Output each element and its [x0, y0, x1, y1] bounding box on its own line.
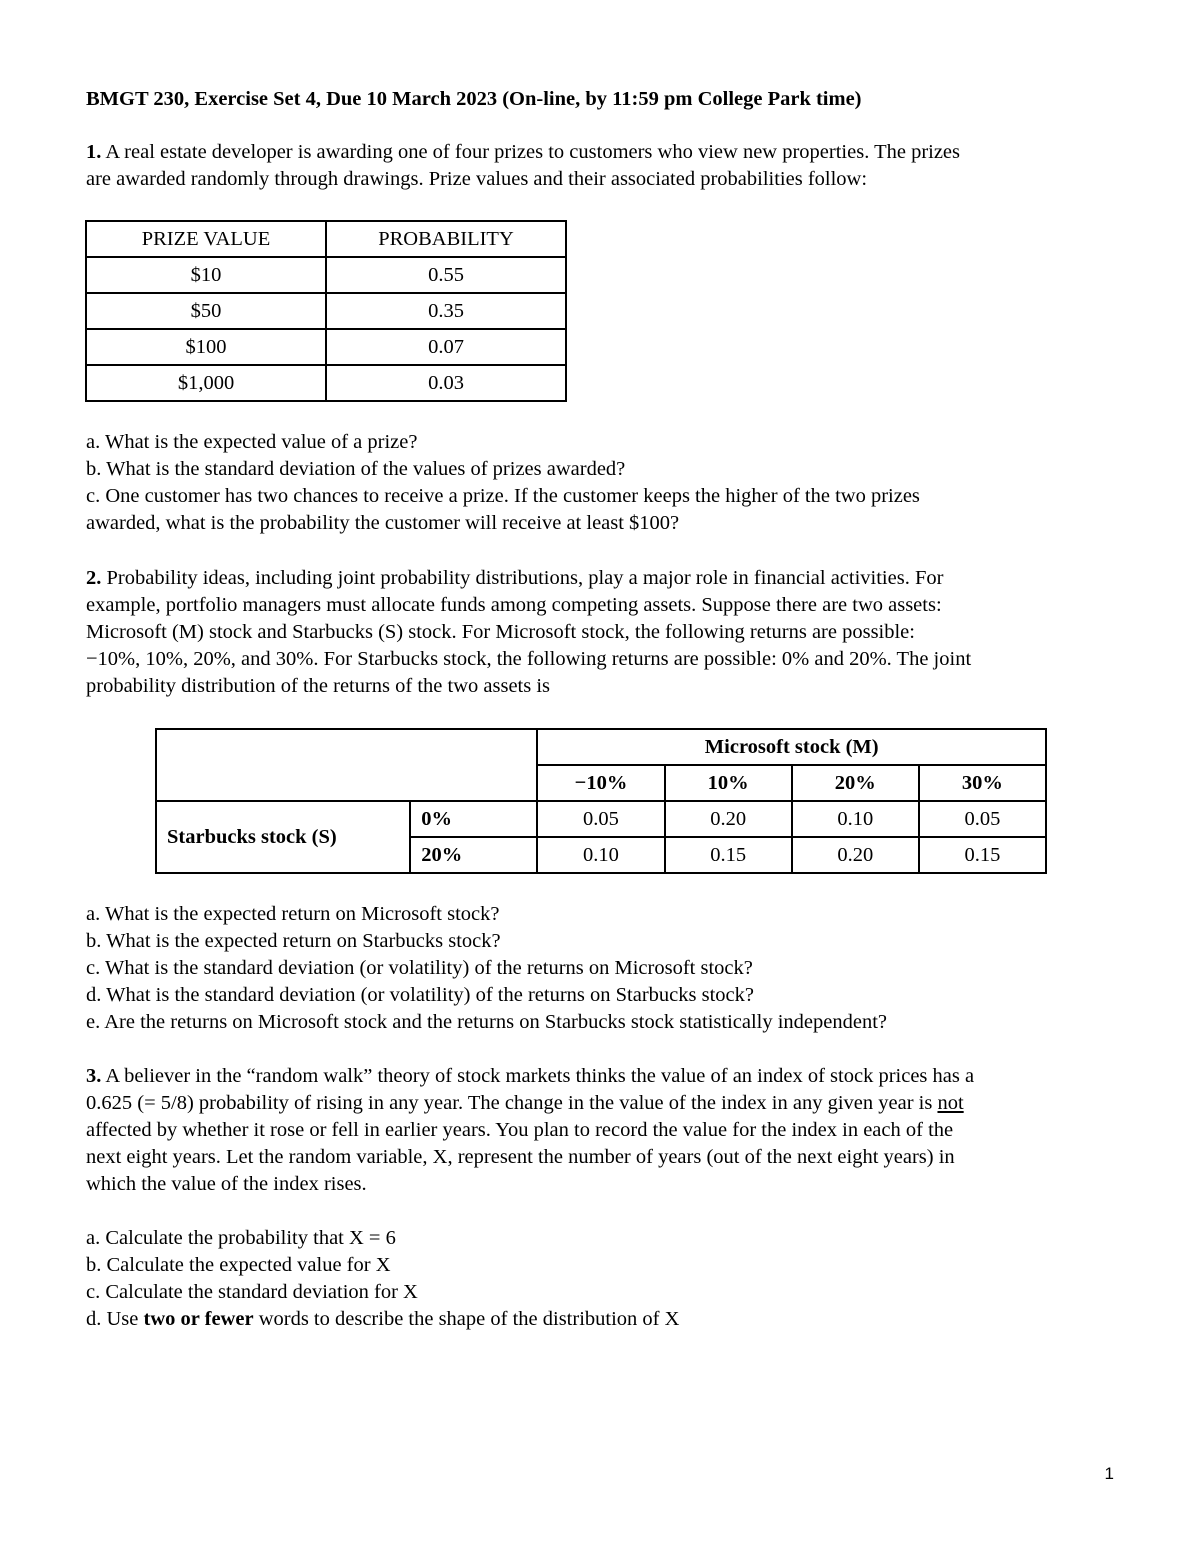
- question-2c: c. What is the standard deviation (or volatility) of the returns on Microsoft stock?: [86, 957, 753, 979]
- question-3-number: 3.: [86, 1065, 102, 1087]
- question-3a: a. Calculate the probability that X = 6: [86, 1227, 396, 1249]
- column-header: −10%: [537, 765, 664, 801]
- table-header-cell: PROBABILITY: [326, 221, 566, 257]
- table-cell: 0.03: [326, 365, 566, 401]
- table-row: [86, 365, 566, 401]
- table-cell: $1,000: [86, 365, 326, 401]
- question-1a: a. What is the expected value of a prize?: [86, 431, 418, 453]
- question-2e: e. Are the returns on Microsoft stock and the returns on Starbucks stock statistically independent?: [86, 1011, 888, 1033]
- table-cell: 0.15: [665, 837, 792, 873]
- prize-table: [85, 220, 567, 402]
- question-2b: b. What is the expected return on Starbucks stock?: [86, 930, 501, 952]
- row-header: 0%: [410, 801, 537, 837]
- column-header: 10%: [665, 765, 792, 801]
- column-header: 20%: [792, 765, 919, 801]
- table-cell: 0.05: [537, 801, 664, 837]
- table-row: [86, 257, 566, 293]
- table-header-row: [156, 729, 1046, 765]
- table-cell: 0.10: [792, 801, 919, 837]
- question-1c-cont: awarded, what is the probability the customer will receive at least $100?: [86, 512, 680, 534]
- column-header: 30%: [919, 765, 1046, 801]
- table-cell: 0.35: [326, 293, 566, 329]
- table-cell: $10: [86, 257, 326, 293]
- table-cell: $50: [86, 293, 326, 329]
- row-group-header: Starbucks stock (S): [156, 801, 410, 873]
- question-1c: c. One customer has two chances to receive a prize. If the customer keeps the higher of the two prizes: [86, 485, 920, 507]
- question-3-intro: 3. A believer in the “random walk” theory of stock markets thinks the value of an index of stock prices has a 0.625 (= 5/8) probability of rising in any year. The change in the value of the index in any given year is not affected by whether it rose or fell in earlier years. You plan to record the value for the index in each of the next eight years. Let the random variable, X, represent the number of years (out of the next eight years) in which the value of the index rises.: [86, 1065, 975, 1195]
- question-3b: b. Calculate the expected value for X: [86, 1254, 391, 1276]
- question-2-number: 2.: [86, 567, 102, 589]
- question-3d: d. Use two or fewer words to describe the shape of the distribution of X: [86, 1308, 680, 1330]
- table-row: [86, 293, 566, 329]
- page-number: 1: [1104, 1464, 1114, 1483]
- table-header-cell: PRIZE VALUE: [86, 221, 326, 257]
- table-cell: 0.20: [792, 837, 919, 873]
- question-2a: a. What is the expected return on Microsoft stock?: [86, 903, 500, 925]
- row-header: 20%: [410, 837, 537, 873]
- joint-probability-table: [155, 728, 1047, 874]
- page-title: BMGT 230, Exercise Set 4, Due 10 March 2023 (On-line, by 11:59 pm College Park time): [86, 88, 862, 110]
- question-1b: b. What is the standard deviation of the values of prizes awarded?: [86, 458, 626, 480]
- table-header-row: [86, 221, 566, 257]
- table-cell: 0.10: [537, 837, 664, 873]
- question-2d: d. What is the standard deviation (or volatility) of the returns on Starbucks stock?: [86, 984, 754, 1006]
- column-group-header: Microsoft stock (M): [537, 729, 1046, 765]
- question-2-intro: 2. Probability ideas, including joint probability distributions, play a major role in financial activities. For example, portfolio managers must allocate funds among competing assets. Suppose there are two assets: Microsoft (M) stock and Starbucks (S) stock. For Microsoft stock, the following returns are possible: −10%, 10%, 20%, and 30%. For Starbucks stock, the following returns are possible: 0% and 20%. The joint probability distribution of the returns of the two assets is: [86, 567, 972, 697]
- question-3-parts: [86, 1225, 1126, 1333]
- question-1-number: 1.: [86, 141, 102, 163]
- table-cell: 0.07: [326, 329, 566, 365]
- question-2-parts: [86, 901, 1126, 1036]
- table-cell: 0.20: [665, 801, 792, 837]
- table-cell: $100: [86, 329, 326, 365]
- table-corner-cell: [156, 729, 537, 801]
- emphasis-not: not: [937, 1092, 964, 1114]
- question-1-parts: [86, 429, 1126, 537]
- table-cell: 0.15: [919, 837, 1046, 873]
- table-row: [86, 329, 566, 365]
- table-cell: 0.55: [326, 257, 566, 293]
- table-row: [156, 801, 1046, 837]
- table-cell: 0.05: [919, 801, 1046, 837]
- question-3c: c. Calculate the standard deviation for X: [86, 1281, 418, 1303]
- question-1-intro: 1. A real estate developer is awarding one of four prizes to customers who view new properties. The prizes are awarded randomly through drawings. Prize values and their associated probabilities follow:: [86, 141, 961, 190]
